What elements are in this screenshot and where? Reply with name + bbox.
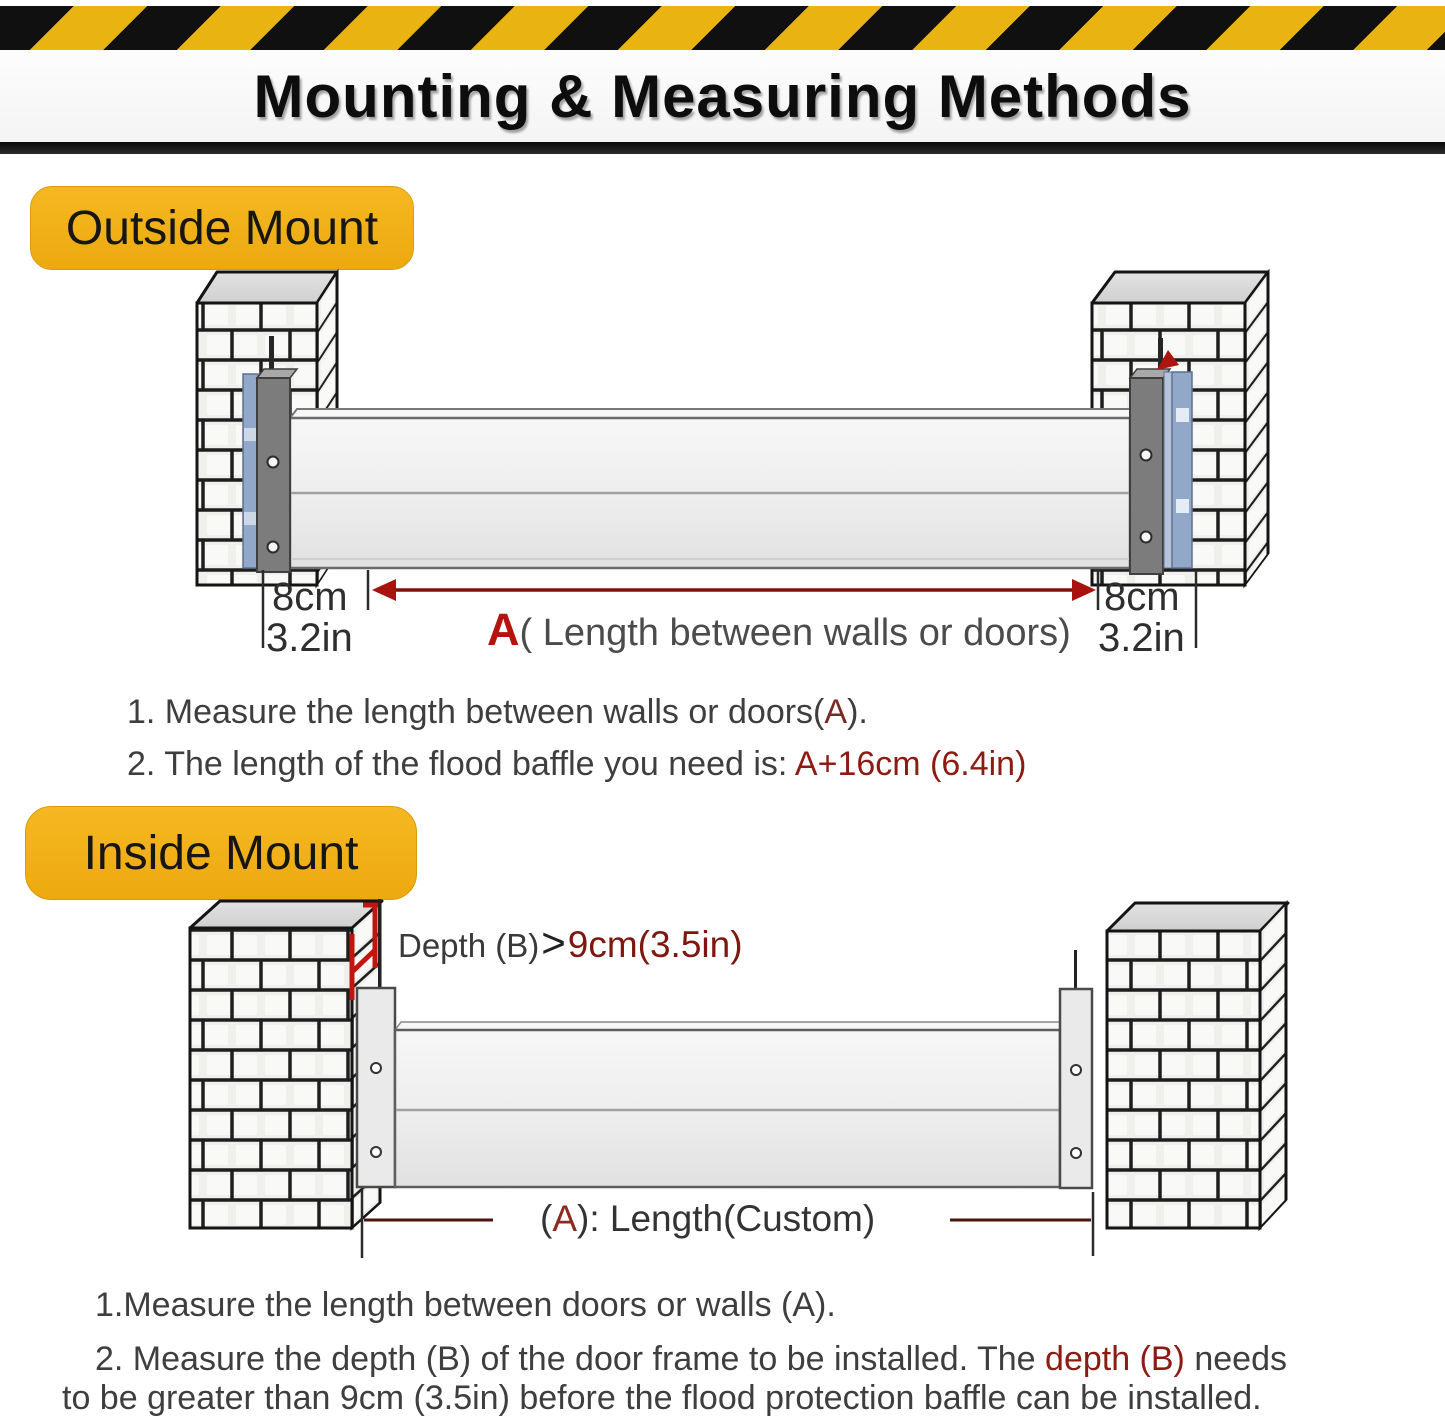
mounting-channel-right-inside bbox=[1060, 989, 1092, 1188]
inside-step-2-line-1: 2. Measure the depth (B) of the door frame to be installed. The depth (B) needs bbox=[95, 1340, 1287, 1378]
greater-than-symbol: > bbox=[541, 919, 566, 966]
page-title: Mounting & Measuring Methods bbox=[253, 62, 1192, 130]
length-custom-label: ( A ): Length(Custom) bbox=[540, 1198, 876, 1239]
length-between-walls-label: A ( Length between walls or doors) bbox=[487, 604, 1071, 655]
dim-left-inch: 3.2in bbox=[266, 616, 353, 660]
dim-right-inch: 3.2in bbox=[1098, 616, 1185, 660]
mounting-channel-right bbox=[1130, 338, 1192, 574]
inside-step-1: 1.Measure the length between doors or walls (A). bbox=[95, 1286, 836, 1324]
flood-barrier-panel-inside bbox=[395, 1022, 1066, 1187]
dim-left-cm: 8cm bbox=[272, 575, 348, 619]
brick-pillar-right-inside bbox=[1107, 903, 1288, 1228]
inside-mount-badge-label: Inside Mount bbox=[83, 826, 359, 880]
frame-rod-right bbox=[1074, 950, 1077, 990]
dim-right-cm: 8cm bbox=[1104, 575, 1180, 619]
flood-barrier-panel bbox=[290, 409, 1137, 568]
length-arrow bbox=[372, 579, 1096, 601]
inside-step-2-line-2: to be greater than 9cm (3.5in) before the flood protection baffle can be installed. bbox=[62, 1379, 1262, 1417]
outside-step-1: 1. Measure the length between walls or doors(A). bbox=[127, 693, 868, 731]
depth-label: Depth (B) > 9cm(3.5in) bbox=[398, 919, 743, 966]
frame-rod-left bbox=[378, 899, 381, 991]
mounting-channel-left-inside bbox=[357, 988, 395, 1187]
outside-step-2: 2. The length of the flood baffle you need is: A+16cm (6.4in) bbox=[127, 745, 1027, 783]
outside-mount-badge-label: Outside Mount bbox=[65, 201, 379, 255]
length-label-a: A bbox=[487, 604, 520, 655]
